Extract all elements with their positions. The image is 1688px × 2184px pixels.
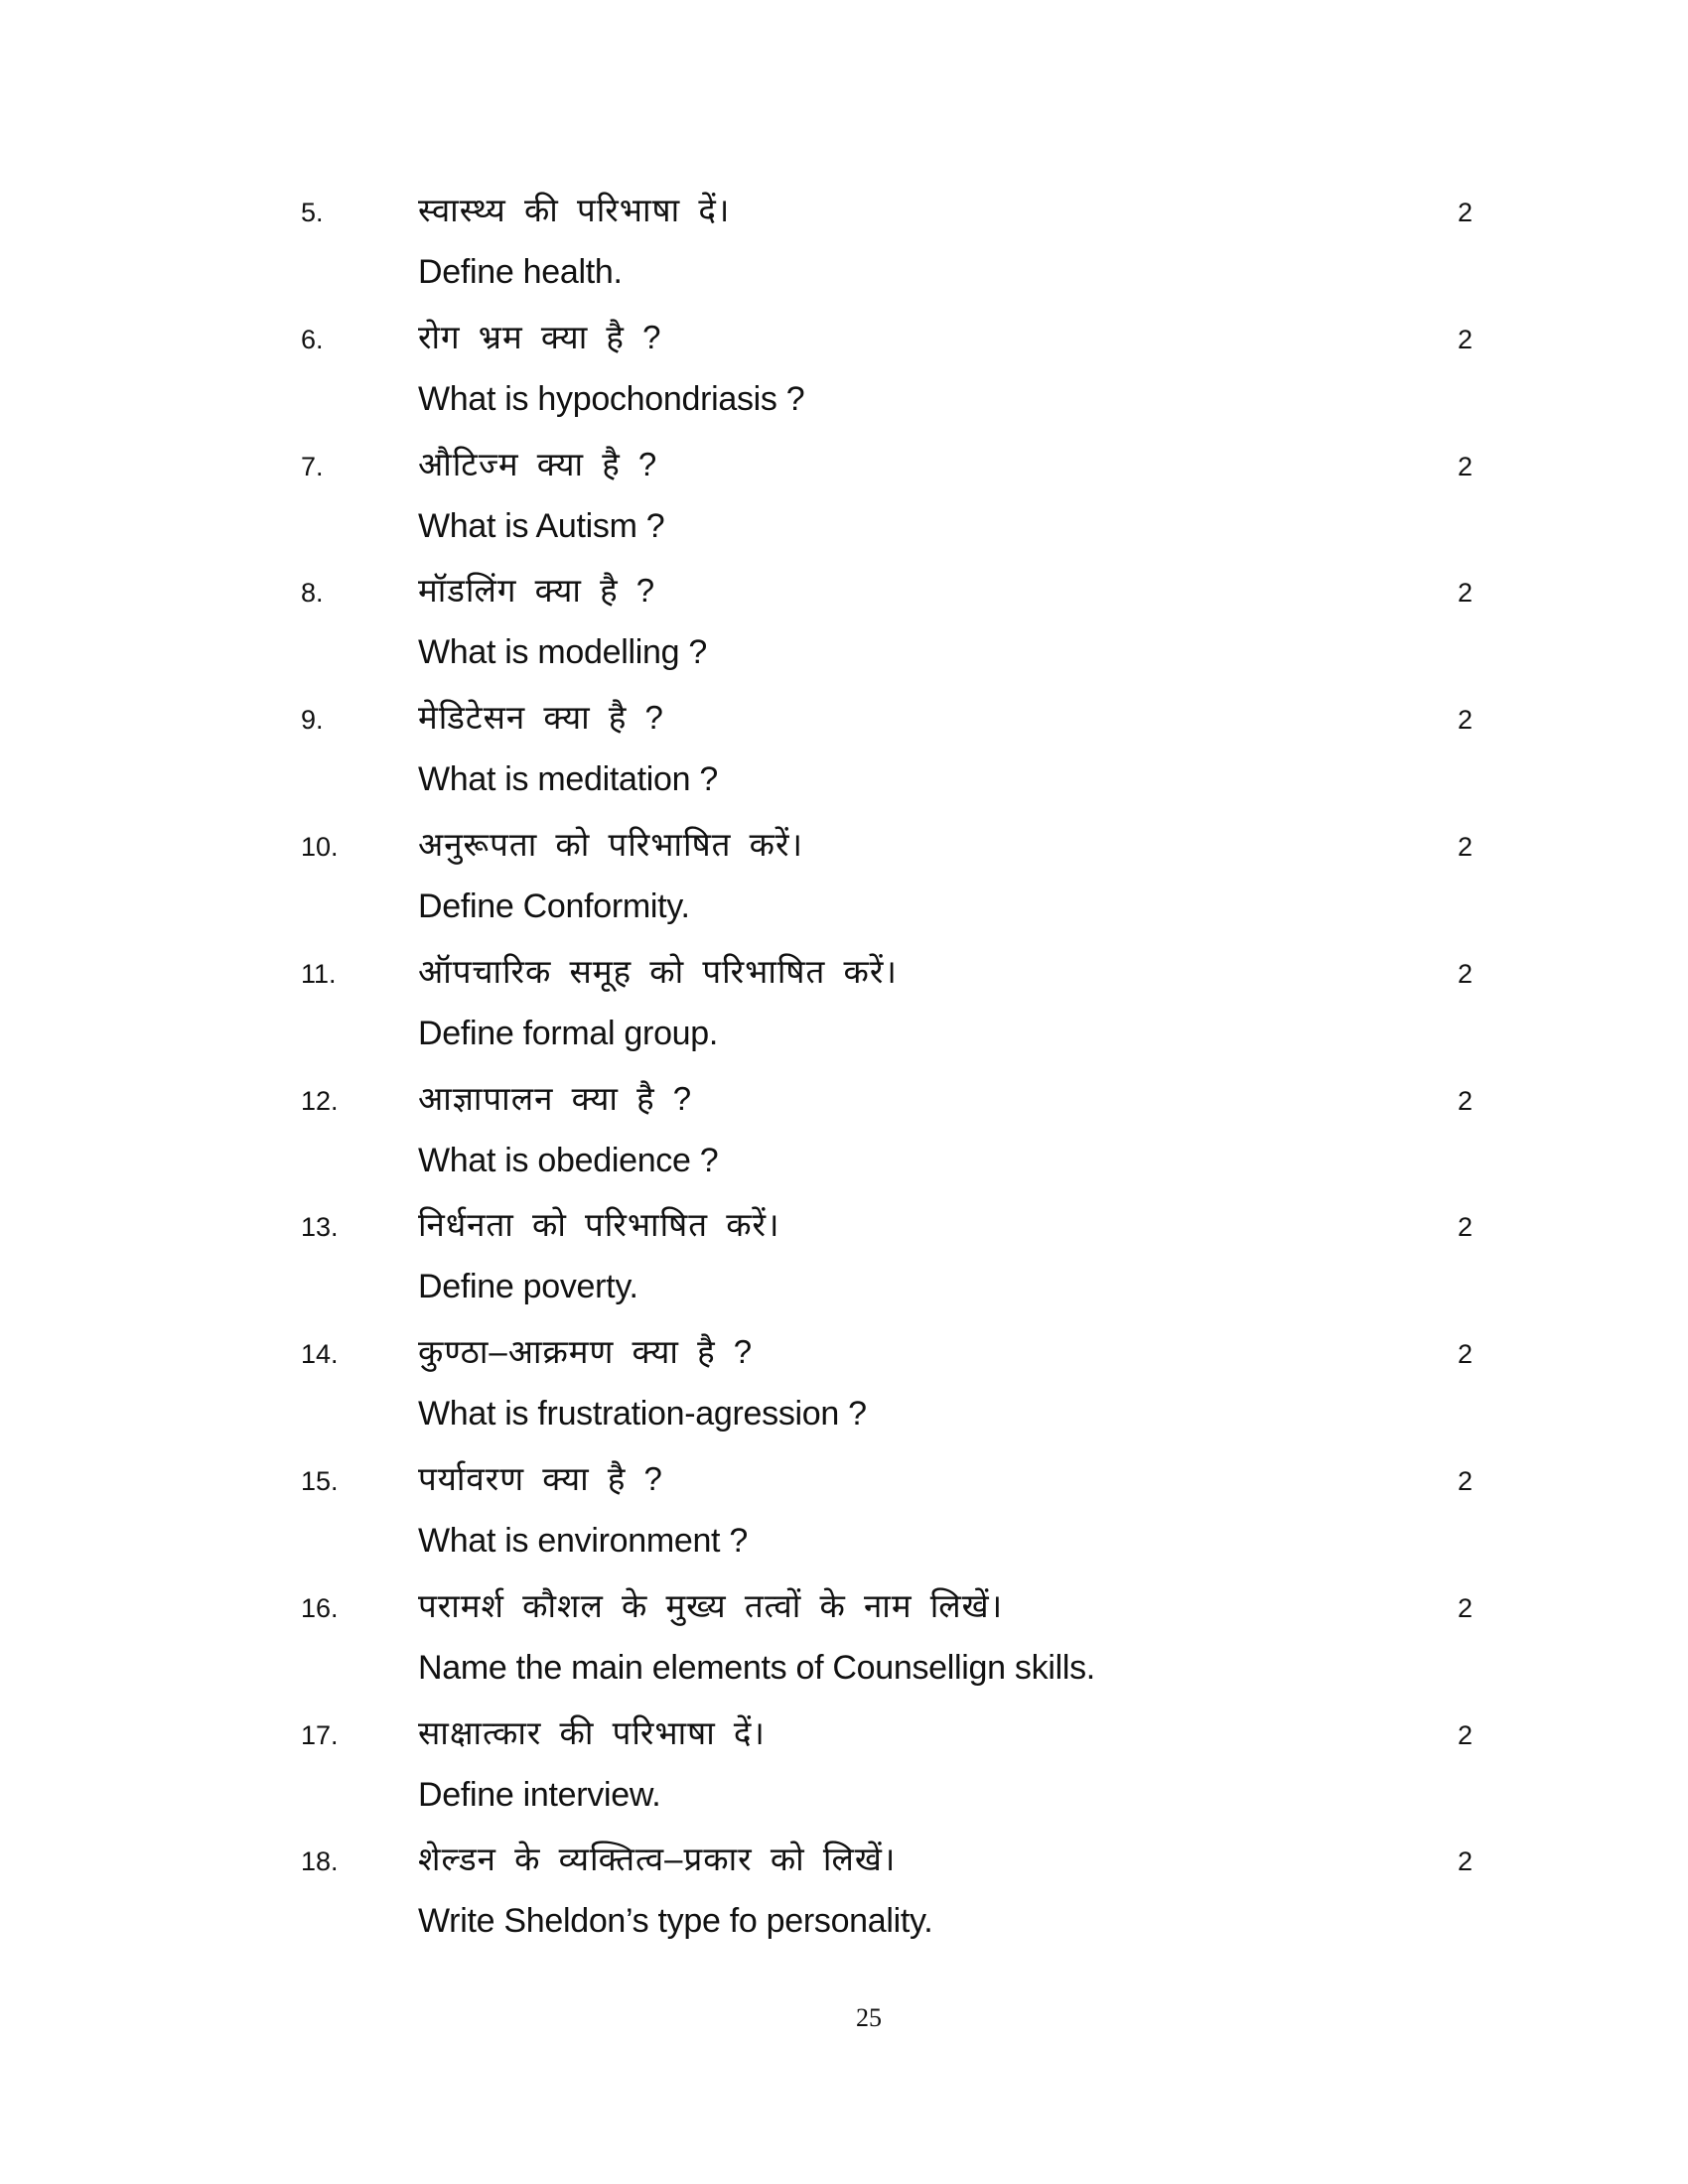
question-item	[0, 445, 1688, 576]
question-english: What is Autism ?	[418, 506, 665, 545]
question-number: 14.	[301, 1339, 339, 1370]
question-number: 9.	[301, 705, 324, 736]
question-item	[0, 1713, 1688, 1844]
question-english: Define health.	[418, 253, 623, 291]
question-english: What is frustration-agression ?	[418, 1395, 867, 1433]
question-marks: 2	[1458, 1339, 1474, 1370]
question-number: 13.	[301, 1212, 339, 1243]
question-hindi: ऑपचारिक समूह को परिभाषित करें।	[418, 952, 898, 990]
question-english: Define formal group.	[418, 1014, 719, 1052]
question-number: 5.	[301, 198, 324, 227]
question-hindi: अनुरूपता को परिभाषित करें।	[418, 826, 803, 863]
question-item	[0, 1843, 1688, 1971]
question-item	[0, 1586, 1688, 1717]
question-hindi: औटिज्म क्या है ?	[418, 445, 658, 482]
question-english: What is environment ?	[418, 1522, 748, 1560]
question-number: 16.	[301, 1592, 339, 1623]
question-english: Write Sheldon’s type fo personality.	[418, 1902, 933, 1941]
question-item	[0, 1460, 1688, 1590]
question-item	[0, 1333, 1688, 1463]
question-item	[0, 1206, 1688, 1336]
question-item	[0, 952, 1688, 1083]
question-marks: 2	[1458, 705, 1474, 736]
question-marks: 2	[1458, 1212, 1474, 1243]
question-item	[0, 826, 1688, 956]
question-item	[0, 318, 1688, 449]
question-marks: 2	[1458, 1719, 1474, 1750]
question-english: Name the main elements of Counsellign skills.	[418, 1648, 1095, 1687]
question-item	[0, 1079, 1688, 1210]
question-item	[0, 699, 1688, 829]
question-marks: 2	[1458, 578, 1474, 609]
question-hindi: मॉडलिंग क्या है ?	[418, 572, 656, 610]
question-number: 18.	[301, 1846, 339, 1877]
question-hindi: स्वास्थ्य की परिभाषा दें।	[418, 192, 731, 228]
question-marks: 2	[1458, 324, 1474, 354]
question-marks: 2	[1458, 1846, 1474, 1877]
question-hindi: पर्यावरण क्या है ?	[418, 1460, 663, 1497]
question-hindi: निर्धनता को परिभाषित करें।	[418, 1206, 780, 1244]
question-english: What is meditation ?	[418, 760, 719, 799]
question-hindi: मेडिटेसन क्या है ?	[418, 699, 664, 737]
question-marks: 2	[1458, 1592, 1474, 1623]
question-hindi: आज्ञापालन क्या है ?	[418, 1079, 693, 1117]
question-marks: 2	[1458, 958, 1474, 989]
question-hindi: रोग भ्रम क्या है ?	[418, 318, 662, 355]
question-english: Define interview.	[418, 1775, 661, 1814]
question-number: 12.	[301, 1085, 339, 1116]
page-number: 25	[856, 2003, 882, 2032]
question-english: Define poverty.	[418, 1268, 638, 1306]
question-number: 10.	[301, 832, 339, 862]
question-english: Define Conformity.	[418, 887, 690, 925]
question-number: 11.	[301, 958, 337, 989]
question-hindi: परामर्श कौशल के मुख्य तत्वों के नाम लिखें।	[418, 1586, 1004, 1624]
question-number: 7.	[301, 451, 324, 481]
question-marks: 2	[1458, 1466, 1474, 1496]
question-number: 15.	[301, 1466, 339, 1496]
question-number: 17.	[301, 1719, 339, 1750]
question-english: What is modelling ?	[418, 633, 707, 672]
question-item	[0, 572, 1688, 702]
question-marks: 2	[1458, 832, 1474, 862]
question-hindi: कुण्ठा–आक्रमण क्या है ?	[418, 1333, 754, 1371]
question-marks: 2	[1458, 198, 1474, 227]
question-item	[0, 192, 1688, 322]
question-english: What is obedience ?	[418, 1141, 719, 1179]
question-number: 8.	[301, 578, 324, 609]
question-number: 6.	[301, 324, 324, 354]
question-hindi: शेल्डन के व्यक्तित्व–प्रकार को लिखें।	[418, 1841, 897, 1878]
question-marks: 2	[1458, 1085, 1474, 1116]
question-marks: 2	[1458, 451, 1474, 481]
question-english: What is hypochondriasis ?	[418, 379, 805, 418]
question-hindi: साक्षात्कार की परिभाषा दें।	[418, 1713, 766, 1751]
